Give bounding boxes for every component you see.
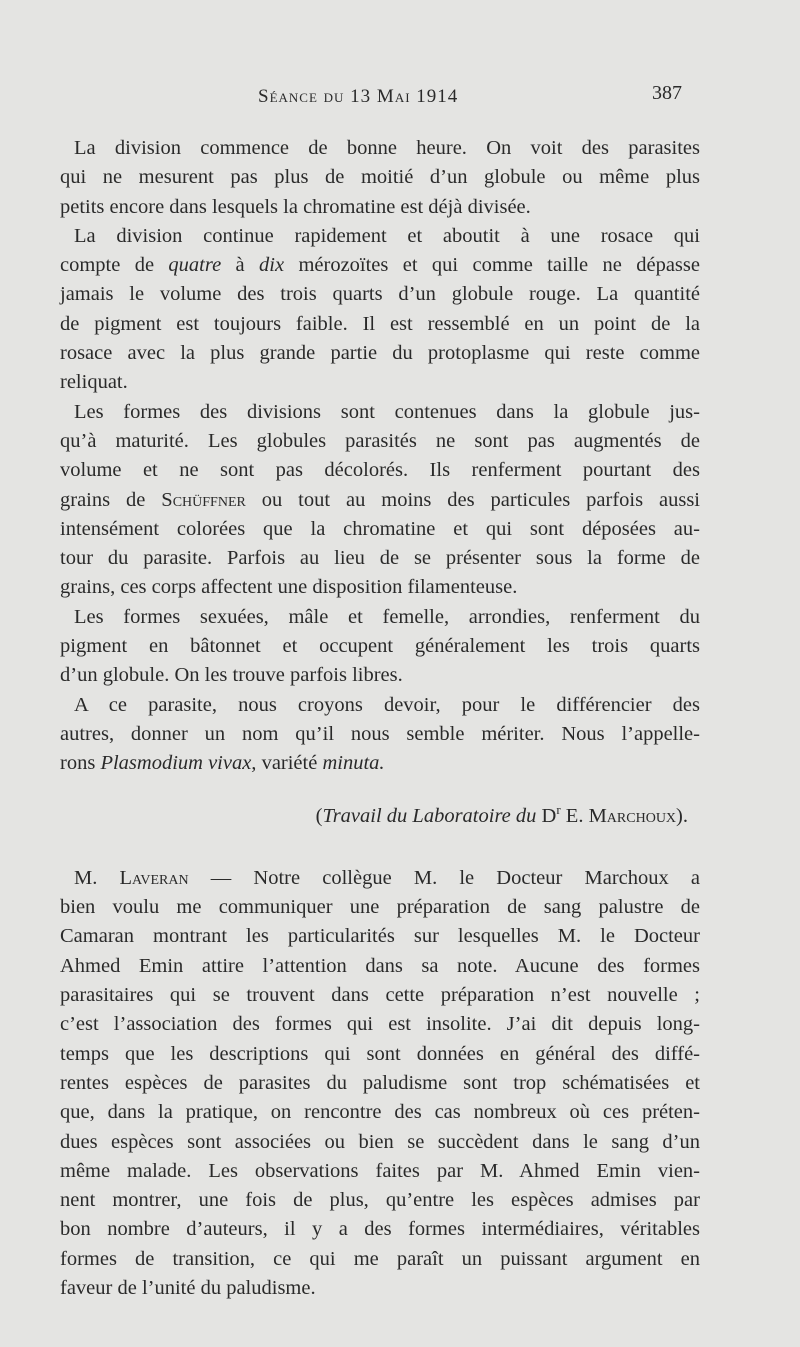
text-line: qui ne mesurent pas plus de moitié d’un globule ou même plus [60, 166, 700, 189]
text-line: qu’à maturité. Les globules parasités ne sont pas augmentés de [60, 429, 700, 452]
text-line: parasitaires qui se trouvent dans cette préparation n’est nouvelle ; [60, 984, 700, 1007]
text-line: c’est l’association des formes qui est insolite. J’ai dit depuis long- [60, 1013, 700, 1036]
text-line: Ahmed Emin attire l’attention dans sa note. Aucune des formes [60, 954, 700, 977]
text-run: mérozoïtes et qui comme taille ne dépasse [284, 254, 700, 277]
text-run: compte de [60, 254, 169, 277]
variety-name: minuta. [322, 752, 385, 775]
species-name: Plasmodium vivax, [100, 752, 257, 775]
text-line: volume et ne sont pas décolorés. Ils renferment pourtant des [60, 459, 700, 482]
text-line: bien voulu me communiquer une préparation de sang palustre de [60, 896, 700, 919]
text-line: intensément colorées que la chromatine et qui sont déposées au- [60, 517, 700, 540]
text-run: — Notre collègue M. le Docteur Marchoux a [188, 866, 701, 889]
text-line: même malade. Les observations faites par M. Ahmed Emin vien- [60, 1159, 700, 1182]
text-line: rosace avec la plus grande partie du protoplasme qui reste comme [60, 342, 700, 365]
text-line: Camaran montrant les particularités sur lesquelles M. le Docteur [60, 925, 700, 948]
paragraph [60, 222, 700, 398]
credit-dr: D [536, 804, 557, 827]
italic-word: dix [259, 254, 285, 277]
credit-open: ( [315, 804, 323, 827]
text-line: reliquat. [60, 371, 128, 394]
credit-italic: Travail du Laboratoire du [322, 804, 537, 827]
paragraph [60, 134, 700, 222]
paragraph [60, 691, 700, 779]
credit-name: Marchoux [588, 804, 677, 827]
page-body [60, 134, 700, 1303]
text-line [60, 251, 700, 280]
text-run: grains de [60, 488, 162, 511]
page-number: 387 [652, 82, 682, 104]
text-line: nent montrer, une fois de plus, qu’entre les espèces admises par [60, 1189, 700, 1212]
text-run: à [221, 254, 260, 277]
italic-word: quatre [168, 254, 222, 277]
text-line: grains, ces corps affectent une disposition filamenteuse. [60, 576, 518, 599]
text-line: que, dans la pratique, on rencontre des cas nombreux où ces préten- [60, 1101, 700, 1124]
text-run: ou tout au moins des particules parfois aussi [245, 488, 700, 511]
text-line: jamais le volume des trois quarts d’un globule rouge. La quantité [60, 283, 700, 306]
text-line: d’un globule. On les trouve parfois libres. [60, 664, 403, 687]
text-line: petits encore dans lesquels la chromatine est déjà divisée. [60, 195, 531, 218]
text-line [60, 486, 700, 515]
author-name: Schüffner [161, 488, 246, 511]
laveran-paragraph [60, 864, 700, 1303]
text-line [60, 864, 700, 893]
text-line [60, 749, 700, 778]
paragraph [60, 603, 700, 691]
text-line: pigment en bâtonnet et occupent généralement les trois quarts [60, 635, 700, 658]
running-title: Séance du 13 Mai 1914 [258, 86, 459, 107]
text-line: A ce parasite, nous croyons devoir, pour le différencier des [74, 693, 700, 716]
speaker-name: M. Laveran [74, 866, 189, 889]
text-line: faveur de l’unité du paludisme. [60, 1276, 316, 1299]
credit-initial: E. [560, 804, 589, 827]
text-line: Les formes des divisions sont contenues dans la globule jus- [74, 400, 700, 423]
text-line: bon nombre d’auteurs, il y a des formes intermédiaires, véritables [60, 1218, 700, 1241]
page-header [0, 82, 800, 112]
text-line: autres, donner un nom qu’il nous semble mériter. Nous l’appelle- [60, 722, 700, 745]
text-line: formes de transition, ce qui me paraît un puissant argument en [60, 1247, 700, 1270]
credit-dr-sup: r [556, 801, 561, 817]
text-line: Les formes sexuées, mâle et femelle, arrondies, renferment du [74, 605, 700, 628]
text-line: temps que les descriptions qui sont données en général des diffé- [60, 1042, 700, 1065]
text-line: dues espèces sont associées ou bien se succèdent dans le sang d’un [60, 1130, 700, 1153]
credit-close: ). [676, 804, 688, 827]
text-line: tour du parasite. Parfois au lieu de se présenter sous la forme de [60, 547, 700, 570]
laboratory-credit [60, 795, 700, 827]
text-line: La division continue rapidement et aboutit à une rosace qui [74, 224, 700, 247]
text-run: rons [60, 752, 101, 775]
text-run: variété [256, 752, 323, 775]
text-line: La division commence de bonne heure. On voit des parasites [74, 137, 700, 159]
text-line: de pigment est toujours faible. Il est ressemblé en un point de la [60, 312, 700, 335]
text-line: rentes espèces de parasites du paludisme sont trop schématisées et [60, 1071, 700, 1094]
paragraph [60, 398, 700, 603]
